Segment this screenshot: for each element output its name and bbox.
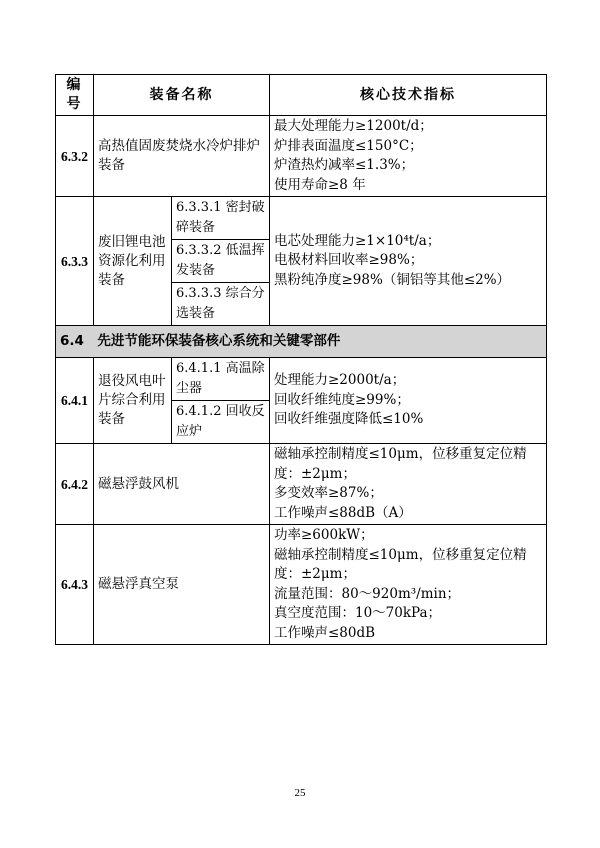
spec-cell — [270, 116, 547, 197]
equipment-name: 磁悬浮真空泵 — [94, 525, 270, 645]
table-row — [56, 197, 547, 240]
equipment-spec-table — [55, 74, 547, 645]
spec-line: 度：±2μm； — [274, 566, 356, 582]
page-number: 25 — [294, 787, 306, 799]
header-equipment-name: 装备名称 — [94, 75, 270, 116]
spec-line: 炉排表面温度≤150°C； — [274, 137, 423, 154]
row-number: 6.3.2 — [56, 116, 94, 197]
sub-equipment: 6.4.1.1 高温除尘器 — [172, 358, 270, 401]
spec-line: 处理能力≥2000t/a； — [274, 372, 406, 389]
table-row — [56, 525, 547, 645]
spec-line: 磁轴承控制精度≤10μm，位移重复定位精 — [274, 546, 527, 563]
sub-equipment: 6.3.3.2 低温挥发装备 — [172, 240, 270, 283]
header-core-specs: 核心技术指标 — [270, 75, 547, 116]
spec-line: 最大处理能力≥1200t/d； — [274, 118, 433, 134]
section-title: 6.4 先进节能环保装备核心系统和关键零部件 — [56, 326, 547, 358]
spec-line: 磁轴承控制精度≤10μm，位移重复定位精 — [274, 446, 527, 462]
table-row — [56, 116, 547, 197]
spec-line: 度：±2μm； — [274, 465, 356, 482]
row-number: 6.3.3 — [56, 197, 94, 326]
spec-line: 炉渣热灼减率≤1.3%； — [274, 157, 415, 173]
row-number: 6.4.1 — [56, 358, 94, 444]
section-header-row — [56, 326, 547, 358]
spec-line: 工作噪声≤80dB — [274, 624, 376, 641]
equipment-name: 废旧锂电池资源化利用装备 — [94, 197, 172, 326]
spec-cell — [270, 525, 547, 645]
sub-equipment: 6.4.1.2 回收反应炉 — [172, 401, 270, 444]
spec-line: 黑粉纯净度≥98%（铜铝等其他≤2%） — [274, 271, 511, 288]
equipment-name: 退役风电叶片综合利用装备 — [94, 358, 172, 444]
spec-cell — [270, 444, 547, 525]
table-row — [56, 444, 547, 525]
header-number: 编号 — [56, 75, 94, 116]
equipment-name: 高热值固废焚烧水冷炉排炉装备 — [94, 116, 270, 197]
spec-line: 回收纤维纯度≥99%； — [274, 391, 410, 408]
equipment-name: 磁悬浮鼓风机 — [94, 444, 270, 525]
spec-cell — [270, 197, 547, 326]
spec-line: 功率≥600kW； — [274, 527, 374, 543]
row-number: 6.4.3 — [56, 525, 94, 645]
spec-cell — [270, 358, 547, 444]
row-number: 6.4.2 — [56, 444, 94, 525]
spec-line: 电极材料回收率≥98%； — [274, 252, 424, 269]
spec-line: 真空度范围：10～70kPa； — [274, 605, 442, 621]
spec-line: 工作噪声≤88dB（A） — [274, 504, 412, 521]
spec-line: 电芯处理能力≥1×10⁴t/a； — [274, 232, 441, 249]
spec-line: 多变效率≥87%； — [274, 485, 383, 501]
sub-equipment: 6.3.3.1 密封破碎装备 — [172, 197, 270, 240]
sub-equipment: 6.3.3.3 综合分选装备 — [172, 283, 270, 326]
spec-line: 流量范围：80～920m³/min； — [274, 585, 461, 602]
spec-line: 使用寿命≥8 年 — [274, 176, 366, 193]
table-header-row — [56, 75, 547, 116]
table-row — [56, 358, 547, 401]
spec-line: 回收纤维强度降低≤10% — [274, 411, 424, 428]
